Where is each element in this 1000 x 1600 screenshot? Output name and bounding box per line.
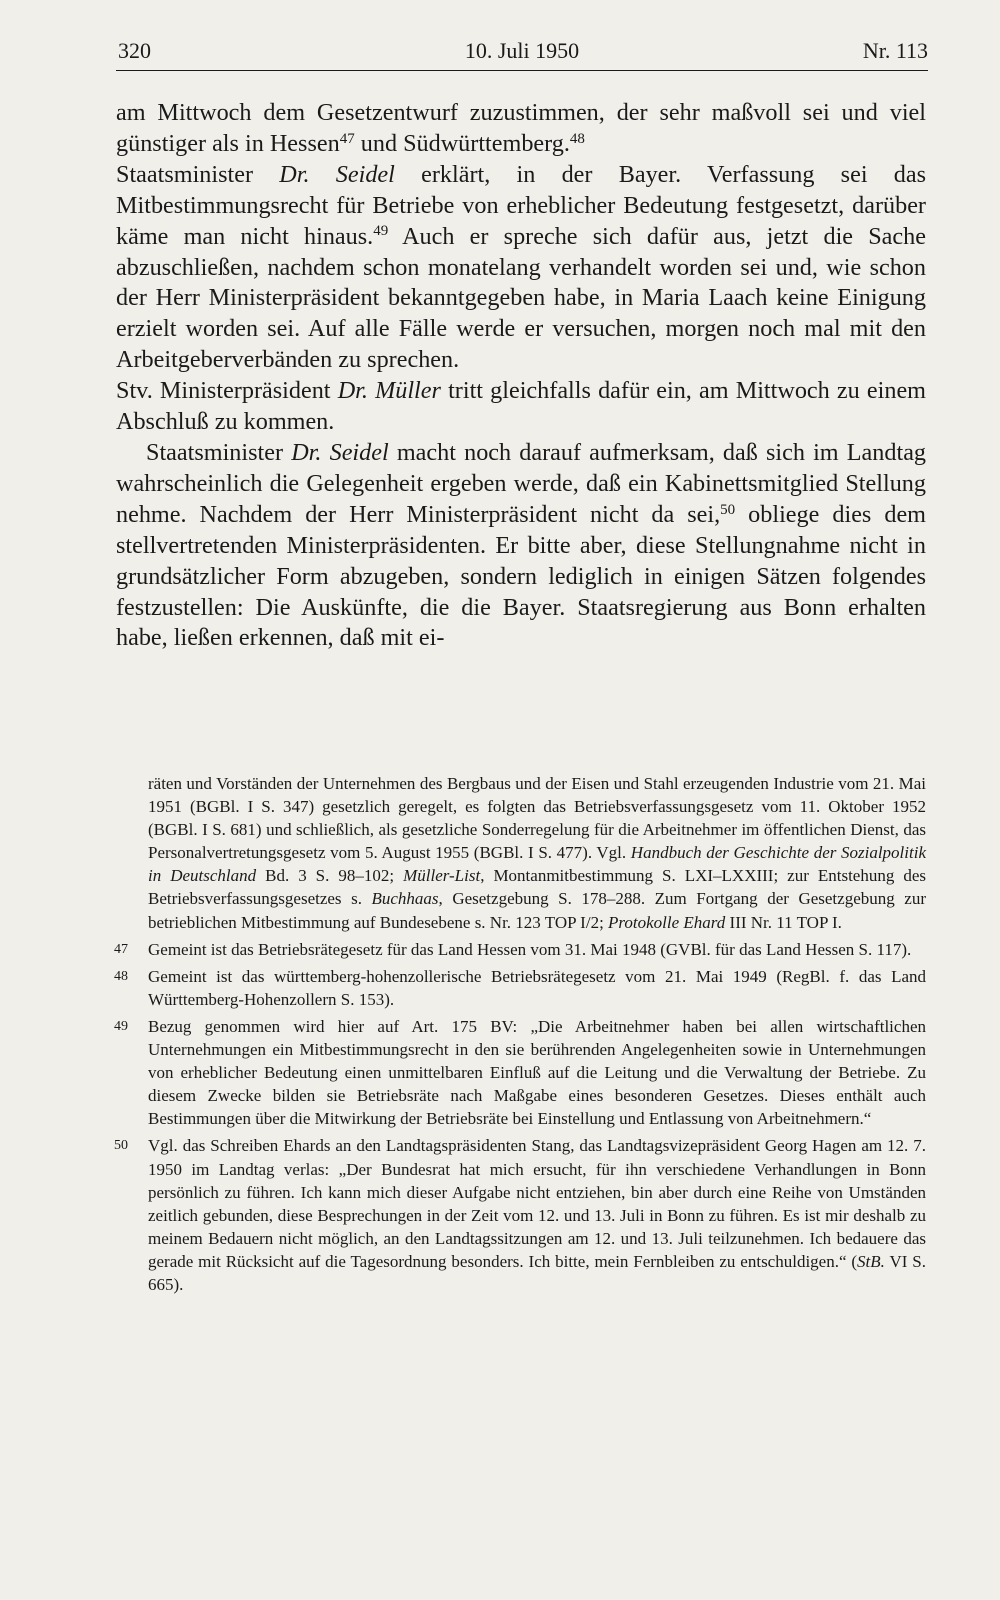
footnote-49: 49 Bezug genommen wird hier auf Art. 175 BV: „Die Arbeitnehmer haben bei allen wirtschaftlichen Unternehmungen ein Mitbestimmungsrecht in den sie berührenden Angelegenheiten sowie in Unternehmungen von erheblicher Bedeutung einen unmittelbaren Einfluß auf die Leitung und die Verwaltung der Betriebe. Zu diesem Zwecke bilden sie Betriebsräte nach Maßgabe eines besonderen Gesetzes. Dieses enthält auch Bestimmungen über die Mitwirkung der Betriebsräte bei Einstellung und Entlassung von Arbeitnehmern.“: [114, 1016, 926, 1129]
footnote-continued: räten und Vorständen der Unternehmen des Bergbaus und der Eisen und Stahl erzeugenden Industrie vom 21. Mai 1951 (BGBl. I S. 347) gesetzlich geregelt, es folgten das Betriebsverfassungsgesetz vom 11. Oktober 1952 (BGBl. I S. 681) und schließlich, als gesetzliche Sonderregelung für die Arbeitnehmer im öffentlichen Dienst, das Personalvertretungsgesetz vom 5. August 1955 (BGBl. I S. 477). Vgl. Handbuch der Geschichte der Sozialpolitik in Deutschland Bd. 3 S. 98–102; Müller-List, Montanmitbestimmung S. LXI–LXXIII; zur Entstehung des Betriebsverfassungsgesetzes s. Buchhaas, Gesetzgebung S. 178–288. Zum Fortgang der Gesetzgebung zur betrieblichen Mitbestimmung auf Bundesebene s. Nr. 123 TOP I/2; Protokolle Ehard III Nr. 11 TOP I.: [148, 774, 926, 932]
footnote-number: 48: [114, 968, 128, 984]
footnote-ref-49: 49: [373, 223, 389, 240]
page-number: 320: [118, 38, 151, 63]
paragraph-4: Staatsminister Dr. Seidel macht noch darauf aufmerksam, daß sich im Landtag wahrscheinlich die Gelegenheit ergeben werde, daß ein Kabinettsmitglied Stellung nehme. Nachdem der Herr Ministerpräsident nicht da sei,$^{50}$ obliege dies dem stellvertretenden Ministerpräsidenten. Er bitte aber, diese Stellungnahme nicht in grundsätzlicher Form abzugeben, sondern lediglich in einigen Sätzen folgendes festzustellen: Die Auskünfte, die die Bayer. Staatsregierung aus Bonn erhalten habe, ließen erkennen, daß mit ei-: [116, 438, 927, 652]
footnote-47: 47 Gemeint ist das Betriebsrätegesetz für das Land Hessen vom 31. Mai 1948 (GVBl. für das Land Hessen S. 117).: [114, 938, 926, 961]
footnote-number: 49: [114, 1018, 128, 1034]
footnote-48: 48 Gemeint ist das württemberg-hohenzollerische Betriebsrätegesetz vom 21. Mai 1949 (RegBl. f. das Land Württemberg-Hohenzollern S. 153).: [114, 966, 926, 1009]
document-number: Nr. 113: [862, 38, 928, 63]
speaker-name: Dr. Seidel: [279, 160, 395, 188]
footnote-number: 47: [114, 941, 128, 957]
paragraph-1: am Mittwoch dem Gesetzentwurf zuzustimmen, der sehr maßvoll sei und viel günstiger als in Hessen$^{47}$ und Südwürttemberg.$^{48}$: [116, 99, 926, 157]
footnotes: [114, 772, 926, 1296]
footnote-50: 50 Vgl. das Schreiben Ehards an den Landtagspräsidenten Stang, das Landtagsvizepräsident Georg Hagen am 12. 7. 1950 im Landtag verlas: „Der Bundesrat hat mich ersucht, für ihn verschiedene Verhandlungen in Bonn persönlich zu führen. Ich kann mich dieser Aufgabe nicht entziehen, bin aber durch eine Reihe von Umständen zeitlich gebunden, diese Besprechungen in der Zeit vom 12. und 13. Juli in Bonn zu führen. Es ist mir deshalb zu meinem Bedauern nicht möglich, an den Landtagssitzungen am 12. und 13. Juli teilzunehmen. Ich bedauere das gerade mit Rücksicht auf die Tagesordnung besonders. Ich bitte, mein Fernbleiben zu entschuldigen.“ (StB. VI S. 665).: [114, 1136, 926, 1294]
speaker-name: Dr. Müller: [337, 377, 441, 405]
footnote-ref-47: 47: [339, 130, 355, 147]
header-date: 10. Juli 1950: [464, 38, 580, 63]
main-text: [116, 98, 926, 654]
footnote-ref-48: 48: [569, 130, 585, 147]
footnote-ref-50: 50: [720, 501, 736, 518]
running-header: [116, 34, 928, 71]
footnote-number: 50: [114, 1138, 128, 1154]
paragraph-2: Staatsminister Dr. Seidel erklärt, in der Bayer. Verfassung sei das Mitbestimmungsrecht für Betriebe von erheblicher Bedeutung festgesetzt, darüber käme man nicht hinaus.$^{49}$ Auch er spreche sich dafür aus, jetzt die Sache abzuschließen, nachdem schon monatelang verhandelt worden sei und, wie schon der Herr Ministerpräsident bekanntgegeben habe, in Maria Laach keine Einigung erzielt worden sei. Auf alle Fälle werde er versuchen, morgen noch mal mit den Arbeitgeberverbänden zu sprechen.: [116, 160, 927, 374]
speaker-name: Dr. Seidel: [291, 438, 389, 466]
paragraph-3: Stv. Ministerpräsident Dr. Müller tritt gleichfalls dafür ein, am Mittwoch zu einem Abschluß zu kommen.: [116, 377, 927, 436]
